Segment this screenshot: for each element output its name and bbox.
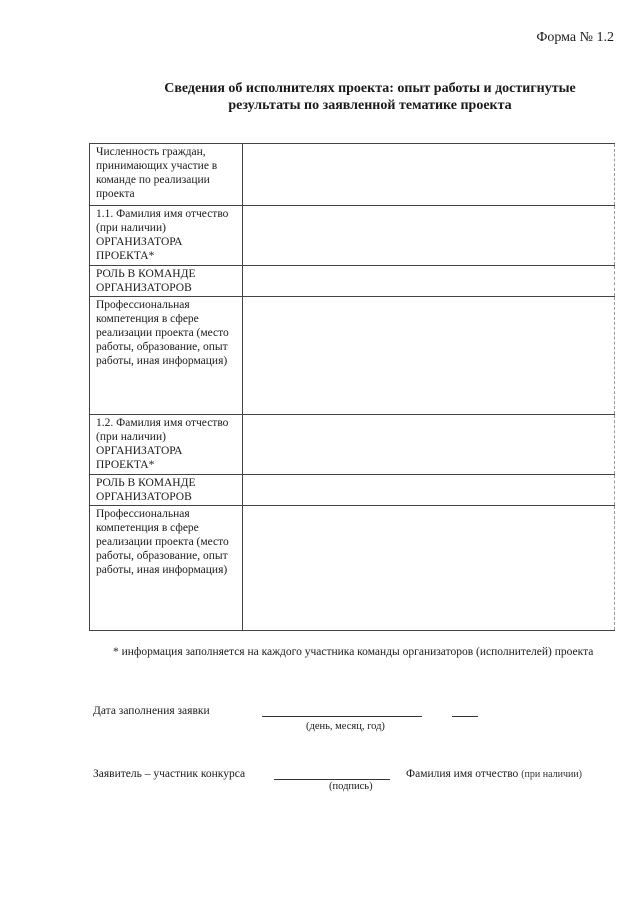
- row-label-organizer-2-name: 1.2. Фамилия имя отчество (при наличии) ОРГАНИЗАТОРА ПРОЕКТА*: [90, 415, 243, 475]
- document-title: Сведения об исполнителях проекта: опыт работы и достигнутые результаты по заявленной тематике проекта: [164, 81, 576, 113]
- row-label-organizer-1-competence: Профессиональная компетенция в сфере реализации проекта (место работы, образование, опыт работы, иная информация): [90, 297, 243, 415]
- fio-hint: (при наличии): [521, 769, 583, 780]
- date-hint: (день, месяц, год): [306, 721, 385, 732]
- row-label-organizer-2-competence: Профессиональная компетенция в сфере реализации проекта (место работы, образование, опыт работы, иная информация): [90, 506, 243, 631]
- table-row: [90, 206, 615, 266]
- row-label-organizer-1-name: 1.1. Фамилия имя отчество (при наличии) ОРГАНИЗАТОРА ПРОЕКТА*: [90, 206, 243, 266]
- table-row: [90, 297, 615, 415]
- date-underline[interactable]: [262, 716, 422, 717]
- table-row: [90, 475, 615, 506]
- table-row: [90, 144, 615, 206]
- table-row: [90, 415, 615, 475]
- fio-label-group: [406, 768, 582, 780]
- row-value-organizer-2-name[interactable]: [243, 415, 615, 475]
- footnote: * информация заполняется на каждого участника команды организаторов (исполнителей) проекта: [113, 646, 594, 658]
- date-label: Дата заполнения заявки: [93, 705, 210, 717]
- row-value-headcount[interactable]: [243, 144, 615, 206]
- signature-underline[interactable]: [274, 779, 390, 780]
- executors-table: [89, 143, 615, 631]
- table-row: [90, 266, 615, 297]
- row-value-organizer-1-role[interactable]: [243, 266, 615, 297]
- row-value-organizer-1-name[interactable]: [243, 206, 615, 266]
- fio-label: Фамилия имя отчество: [406, 768, 519, 780]
- row-label-organizer-1-role: РОЛЬ В КОМАНДЕ ОРГАНИЗАТОРОВ: [90, 266, 243, 297]
- table-row: [90, 506, 615, 631]
- row-value-organizer-2-role[interactable]: [243, 475, 615, 506]
- row-value-organizer-2-competence[interactable]: [243, 506, 615, 631]
- form-number: Форма № 1.2: [536, 30, 614, 45]
- signature-hint: (подпись): [329, 781, 373, 792]
- row-label-organizer-2-role: РОЛЬ В КОМАНДЕ ОРГАНИЗАТОРОВ: [90, 475, 243, 506]
- row-value-organizer-1-competence[interactable]: [243, 297, 615, 415]
- year-underline[interactable]: [452, 716, 478, 717]
- applicant-label: Заявитель – участник конкурса: [93, 768, 246, 780]
- row-label-headcount: Численность граждан, принимающих участие в команде по реализации проекта: [90, 144, 243, 206]
